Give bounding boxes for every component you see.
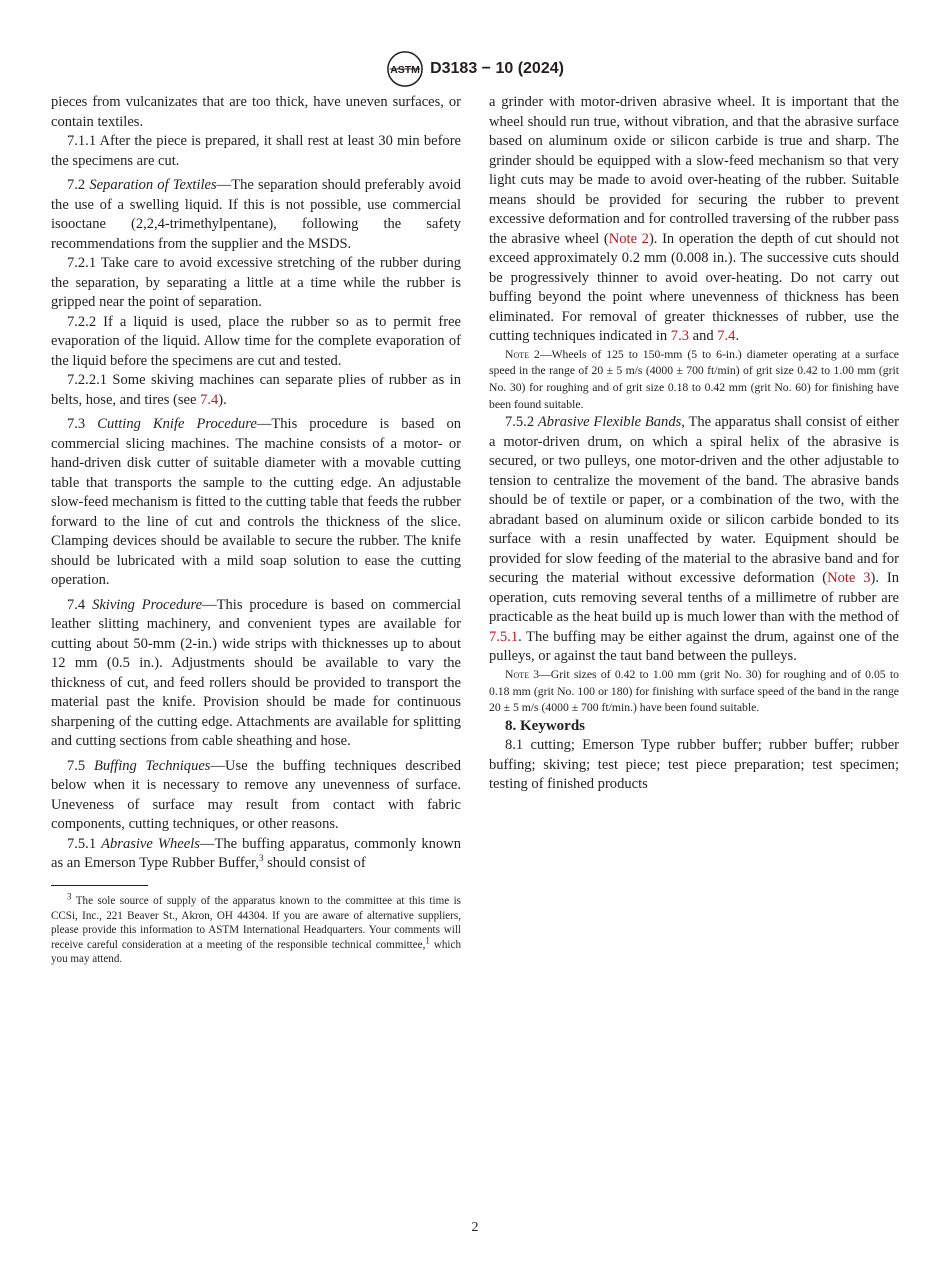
note-3: Note 3—Grit sizes of 0.42 to 1.00 mm (grit No. 30) for roughing and of 0.05 to 0.18 mm (grit No. 100 or 180) for finishing with surface speed of the band in the range 20 ± 5 m/s (4000 ± 700 ft/min.) have been found suitable.: [489, 667, 899, 715]
link-note-2[interactable]: Note 2: [608, 230, 649, 247]
link-7-5-1[interactable]: 7.5.1: [489, 628, 519, 645]
link-7-3[interactable]: 7.3: [670, 328, 689, 344]
section-title: Abrasive Wheels: [101, 835, 200, 852]
paragraph-7-5-2: 7.5.2 Abrasive Flexible Bands, The apparatus shall consist of either a motor-driven drum, on which a spiral helix of the abrasive is secured, or two pulleys, one motor-driven and the other adjustable to tension to centralize the movement of the band. The abrasive bands should be of textile or paper, or a combination of the two, with the abradant based on aluminum oxide or silicon carbide bonded to its surface with a resin unaffected by water. Equipment should be provided for slow feeding of the material to the abrasive band and for securing the material without excessive deformation (Note 3). In operation, cuts removing several tenths of a millimetre of rubber are practicable as the heat build up is much lower than with the method of 7.5.1. The buffing may be either against the drum, against one of the pulleys, or against the taut band between the pulleys.: [489, 414, 900, 665]
page-header: [0, 50, 950, 88]
document-designation: D3183 − 10 (2024): [430, 60, 564, 77]
svg-text:ASTM: ASTM: [390, 64, 420, 76]
paragraph-7-1-1: 7.1.1 After the piece is prepared, it shall rest at least 30 min before the specimens are cut.: [51, 133, 461, 169]
footnote-divider: [51, 885, 148, 886]
footnote-marker[interactable]: 3: [258, 853, 264, 864]
paragraph-7-4: 7.4 Skiving Procedure—This procedure is based on commercial leather slitting machinery, and convenient types are available for cutting about 50-mm (2-in.) wide strips with thicknesses up to about 12 mm (0.5 in.). Adjustments should be available to vary the thickness of cut, and feed rollers should be provided to transport the material past the knife. Provision should be made for continuous sharpening of the cutting edge. Attachments are available for splitting and cutting sections from cable sheathing and hose.: [51, 596, 462, 749]
footnote-3: $^3$ The sole source of supply of the apparatus known to the committee at this time is CCSi, Inc., 221 Beaver St., Akron, OH 44304. If you are aware of alternative suppliers, please provide this information to ASTM International Headquarters. Your comments will receive careful consideration at a meeting of the responsible technical committee,$^1$ which you may attend.: [51, 891, 461, 966]
paragraph-7-2: 7.2 Separation of Textiles—The separation should preferably avoid the use of a swelling liquid. If this is not possible, use commercial isooctane (2,2,4-trimethylpentane), following the safety recommendations from the supplier and the MSDS.: [51, 177, 461, 252]
link-7-4[interactable]: 7.4: [717, 328, 736, 344]
paragraph-8-1: 8.1 cutting; Emerson Type rubber buffer; rubber buffer; rubber buffing; skiving; test piece; test piece preparation; test specimen; testing of finished products: [489, 737, 899, 793]
paragraph-7-2-1: 7.2.1 Take care to avoid excessive stretching of the rubber during the separation, by separating a little at a time while the rubber is gripped near the point of separation.: [51, 255, 461, 310]
paragraph-7-5-1: 7.5.1 Abrasive Wheels—The buffing apparatus, commonly known as an Emerson Type Rubber Buffer,$^3$ should consist of: [51, 835, 461, 871]
section-title: Separation of Textiles: [89, 177, 217, 193]
note-2: Note 2—Wheels of 125 to 150-mm (5 to 6-in.) diameter operating at a surface speed in the range of 20 ± 5 m/s (4000 ± 700 ft/min) of grit size 0.42 to 1.00 mm (grit No. 30) for roughing and of grit size 0.18 to 0.42 mm (grit No. 60) for finishing have been found suitable.: [489, 347, 899, 411]
paragraph-7-2-2: 7.2.2 If a liquid is used, place the rubber so as to permit free evaporation of the liquid. Allow time for the complete evaporation of the liquid before the specimens are cut and tested.: [51, 313, 461, 369]
section-title: Abrasive Flexible Bands,: [537, 414, 685, 431]
paragraph-7-5-1-continuation: a grinder with motor-driven abrasive wheel. It is important that the wheel should run true, without vibration, and that the abrasive surface based on aluminum oxide or silicon carbide is true and sharp. The grinder should be equipped with a slow-feed mechanism so that very light cuts may be made to avoid over-heating of the rubber. Suitable means should be provided for securing the rubber to prevent excessive deformation and for controlled traversing of the rubber pass the abrasive wheel (Note 2). In operation the depth of cut should not exceed approximately 0.2 mm (0.008 in.). The successive cuts should be progressively thinner to avoid over-heating. Do not carry out buffing beyond the point where unevenness of thickness has been eliminated. For removal of greater thicknesses of rubber, use the cutting techniques indicated in 7.3 and 7.4.: [489, 94, 899, 344]
paragraph-7-5: 7.5 Buffing Techniques—Use the buffing techniques described below when it is necessary to remove any unevenness of surface. Uneveness of surface may result from contact with fabric components, cutting techniques, or other reasons.: [51, 757, 461, 832]
astm-logo-icon: [386, 50, 424, 88]
paragraph-continuation: pieces from vulcanizates that are too thick, have uneven surfaces, or contain textiles.: [51, 94, 461, 130]
section-title: Skiving Procedure: [92, 596, 203, 613]
link-7-4[interactable]: 7.4: [200, 391, 219, 408]
right-column: [489, 93, 899, 795]
paragraph-7-3: 7.3 Cutting Knife Procedure—This procedure is based on commercial slicing machines. The machine consists of a motor- or hand-driven disk cutter of suitable diameter with a movable cutting table that transports the sample to the cutting edge. An adjustable slow-feed mechanism is fitted to the cutting table that feeds the rubber forward to the line of cut and controls the thickness of the slice. Clamping devices should be available to secure the rubber. The knife should be lubricated with a mild soap solution to ease the cutting operation.: [51, 416, 462, 588]
section-title: Buffing Techniques: [93, 757, 211, 774]
section-heading-keywords: 8. Keywords: [505, 717, 585, 734]
link-note-3[interactable]: Note 3: [827, 570, 871, 587]
page-number: 2: [471, 1220, 479, 1235]
section-title: Cutting Knife Procedure: [97, 416, 257, 432]
left-column: [51, 93, 461, 874]
paragraph-7-2-2-1: 7.2.2.1 Some skiving machines can separate plies of rubber as in belts, hose, and tires (see 7.4).: [51, 372, 461, 408]
